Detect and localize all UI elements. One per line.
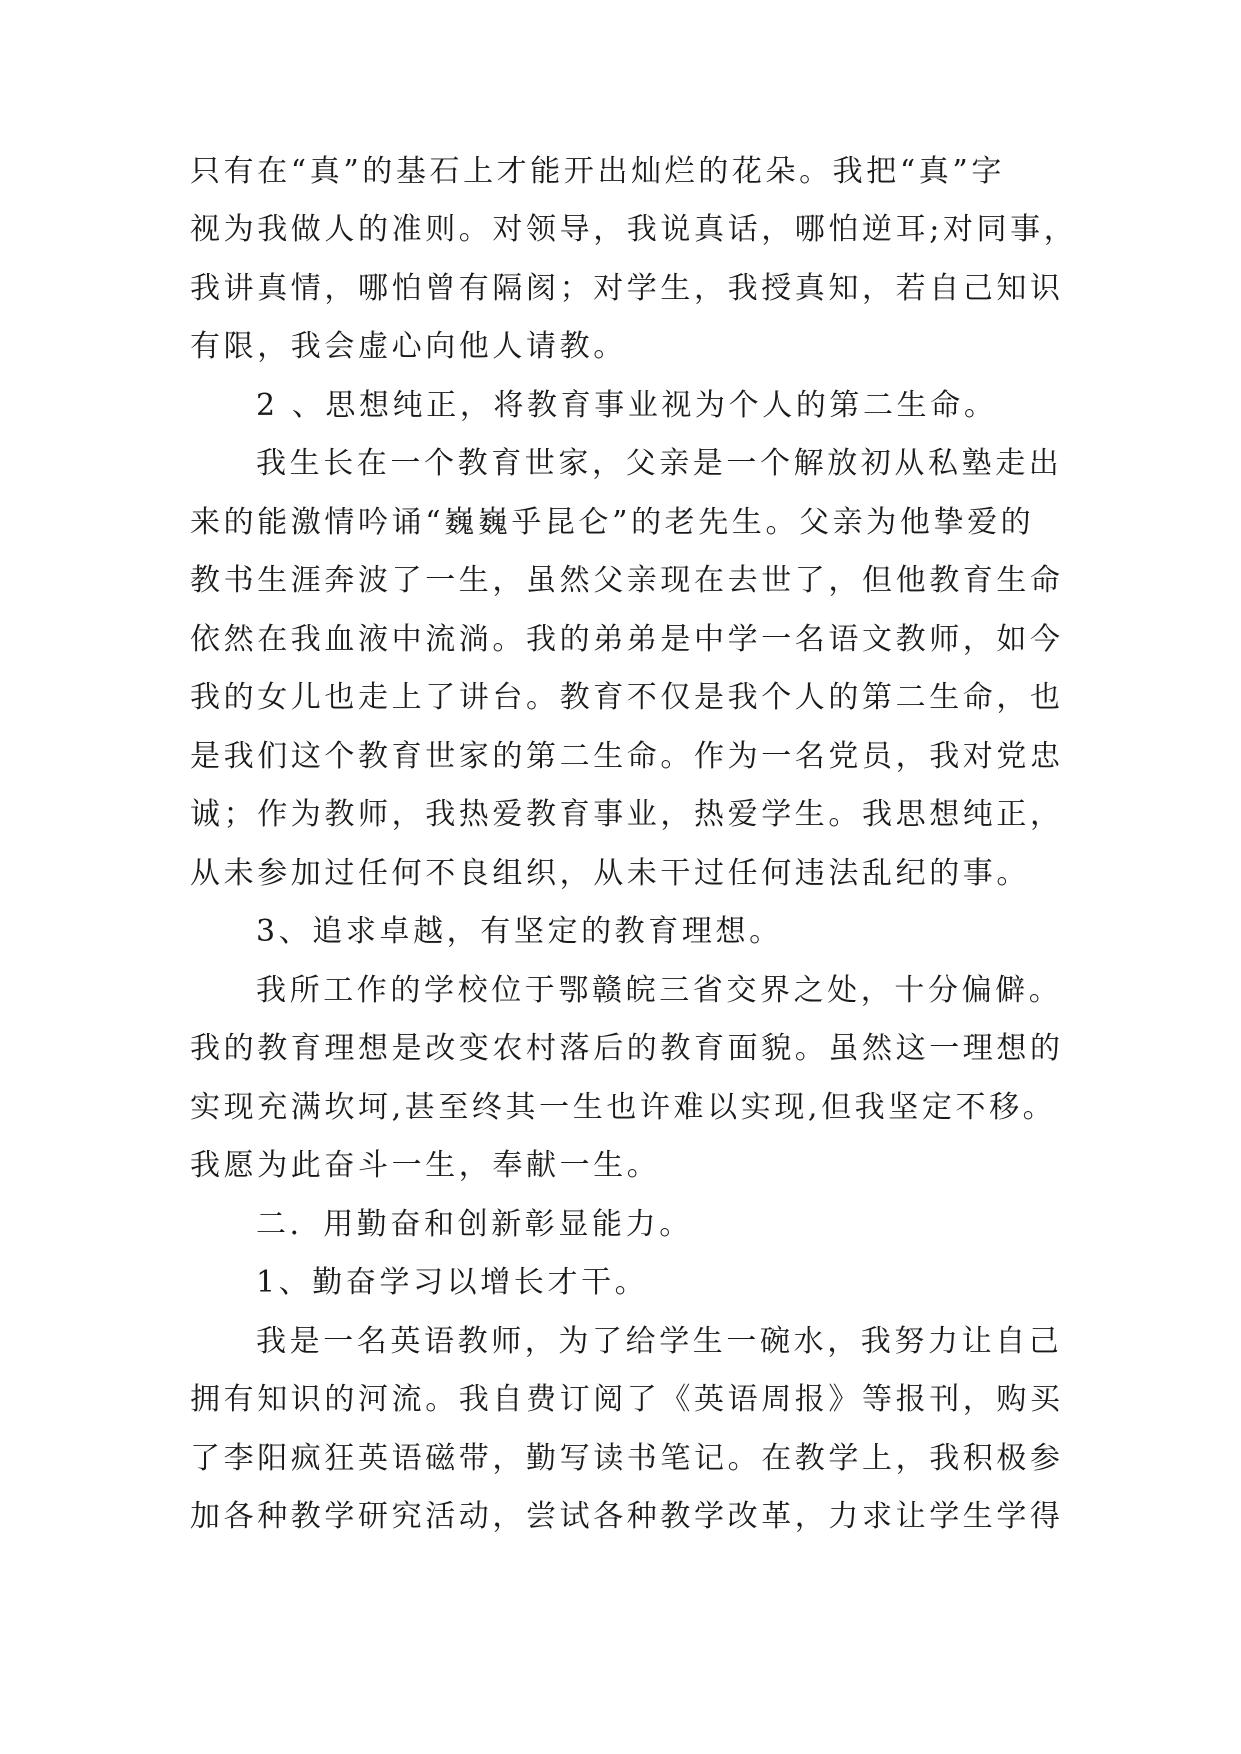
text-line: 来的能激情吟诵“巍巍乎昆仑”的老先生。父亲为他挚爱的 [190, 505, 1035, 540]
text-line: 是我们这个教育世家的第二生命。作为一名党员，我对党忠 [190, 739, 1064, 774]
text-line: 从未参加过任何不良组织，从未干过任何违法乱纪的事。 [190, 856, 1030, 891]
section-heading: 3、追求卓越，有坚定的教育理想。 [256, 914, 783, 949]
text-line: 我的教育理想是改变农村落后的教育面貌。虽然这一理想的 [190, 1031, 1064, 1066]
section-heading: 2 、思想纯正，将教育事业视为个人的第二生命。 [256, 388, 998, 423]
text-line: 我所工作的学校位于鄂赣皖三省交界之处，十分偏僻。 [256, 973, 1063, 1008]
text-line: 我是一名英语教师，为了给学生一碗水，我努力让自己 [256, 1324, 1063, 1359]
text-line: 拥有知识的河流。我自费订阅了《英语周报》等报刊，购买 [190, 1382, 1064, 1417]
text-line: 了李阳疯狂英语磁带，勤写读书笔记。在教学上，我积极参 [190, 1441, 1064, 1476]
text-line: 有限，我会虚心向他人请教。 [190, 329, 627, 364]
text-line: 我生长在一个教育世家，父亲是一个解放初从私塾走出 [256, 446, 1063, 481]
section-heading: 1、勤奋学习以增长才干。 [256, 1265, 649, 1300]
text-line: 我讲真情，哪怕曾有隔阂；对学生，我授真知，若自己知识 [190, 271, 1064, 306]
section-heading: 二．用勤奋和创新彰显能力。 [256, 1207, 693, 1242]
text-line: 我愿为此奋斗一生，奉献一生。 [190, 1148, 661, 1183]
text-line: 实现充满坎坷,甚至终其一生也许难以实现,但我坚定不移。 [190, 1090, 1057, 1125]
text-line: 依然在我血液中流淌。我的弟弟是中学一名语文教师，如今 [190, 622, 1064, 657]
text-line: 教书生涯奔波了一生，虽然父亲现在去世了，但他教育生命 [190, 563, 1064, 598]
text-line: 只有在“真”的基石上才能开出灿烂的花朵。我把“真”字 [190, 154, 1005, 189]
text-line: 视为我做人的准则。对领导，我说真话，哪怕逆耳;对同事， [190, 212, 1078, 247]
text-line: 我的女儿也走上了讲台。教育不仅是我个人的第二生命，也 [190, 680, 1064, 715]
text-line: 诚；作为教师，我热爱教育事业，热爱学生。我思想纯正， [190, 797, 1064, 832]
text-line: 加各种教学研究活动，尝试各种教学改革，力求让学生学得 [190, 1499, 1064, 1534]
